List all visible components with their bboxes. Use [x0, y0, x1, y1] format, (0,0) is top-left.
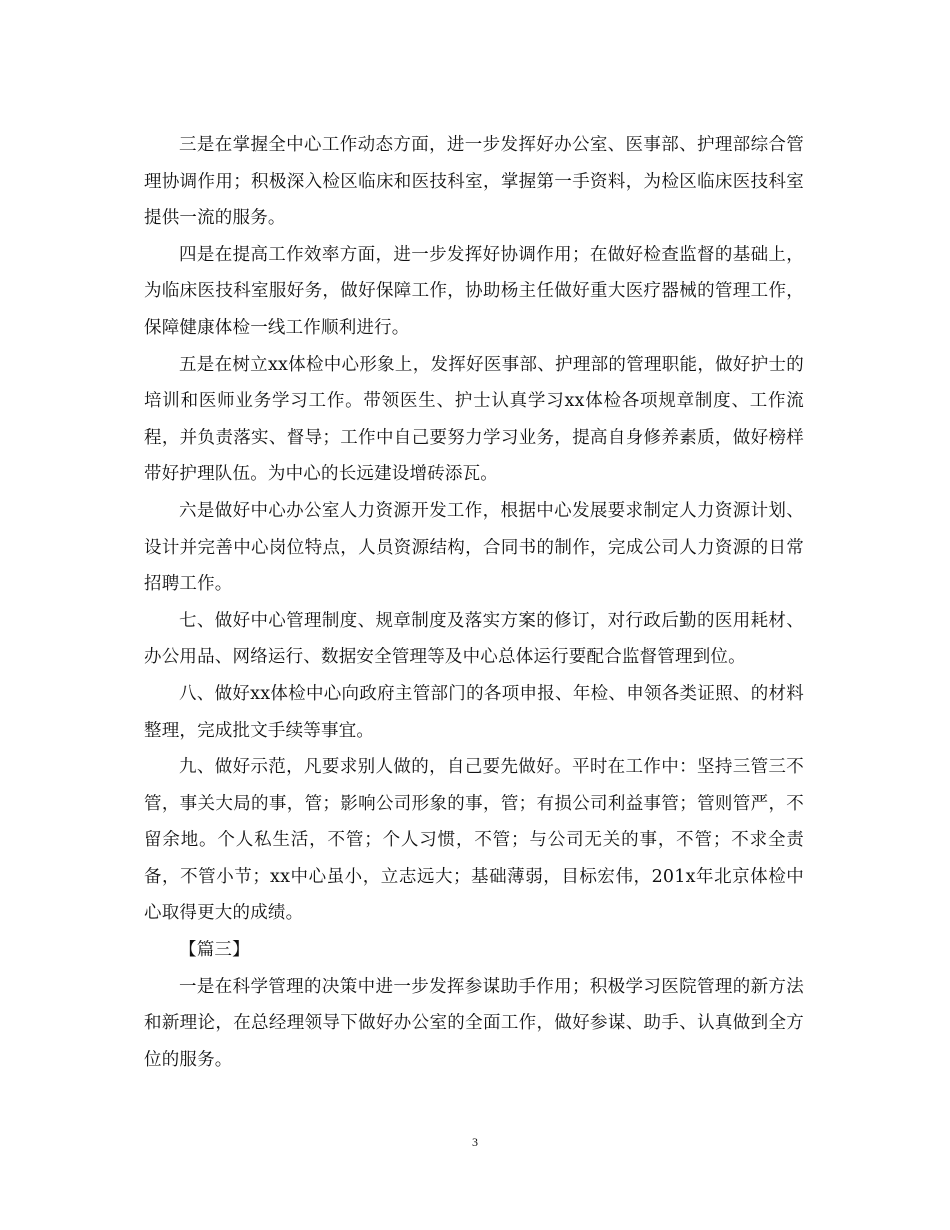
paragraph-9: 九、做好示范，凡要求别人做的，自己要先做好。平时在工作中：坚持三管三不管，事关大局的事，管；影响公司形象的事，管；有损公司利益事管；管则管严，不留余地。个人私生活，不管；个人习惯，不管；与公司无关的事，不管；不求全责备，不管小节；xx中心虽小，立志远大；基础薄弱，目标宏伟，201x年北京体检中心取得更大的成绩。: [144, 757, 804, 924]
paragraph-5: 五是在树立xx体检中心形象上，发挥好医事部、护理部的管理职能，做好护士的培训和医师业务学习工作。带领医生、护士认真学习xx体检各项规章制度、工作流程，并负责落实、督导；工作中自己要努力学习业务，提高自身修养素质，做好榜样带好护理队伍。为中心的长远建设增砖添瓦。: [144, 354, 804, 485]
paragraph-8: 八、做好xx体检中心向政府主管部门的各项申报、年检、申领各类证照、的材料整理，完成批文手续等事宜。: [144, 683, 804, 741]
paragraph-section3-1: 一是在科学管理的决策中进一步发挥参谋助手作用；积极学习医院管理的新方法和新理论，在总经理领导下做好办公室的全面工作，做好参谋、助手、认真做到全方位的服务。: [144, 976, 804, 1070]
paragraph-7: 七、做好中心管理制度、规章制度及落实方案的修订，对行政后勤的医用耗材、办公用品、网络运行、数据安全管理等及中心总体运行要配合监督管理到位。: [144, 610, 804, 668]
section-heading: 【篇三】: [179, 940, 250, 961]
paragraph-6: 六是做好中心办公室人力资源开发工作，根据中心发展要求制定人力资源计划、设计并完善中心岗位特点，人员资源结构，合同书的制作，完成公司人力资源的日常招聘工作。: [144, 500, 804, 595]
paragraph-4: 四是在提高工作效率方面，进一步发挥好协调作用；在做好检查监督的基础上，为临床医技科室服好务，做好保障工作，协助杨主任做好重大医疗器械的管理工作，保障健康体检一线工作顺利进行。: [144, 244, 804, 338]
paragraph-3: 三是在掌握全中心工作动态方面，进一步发挥好办公室、医事部、护理部综合管理协调作用；积极深入检区临床和医技科室，掌握第一手资料，为检区临床医技科室提供一流的服务。: [144, 135, 804, 229]
document-body: [144, 127, 804, 1078]
page-number: 3: [472, 1135, 478, 1149]
